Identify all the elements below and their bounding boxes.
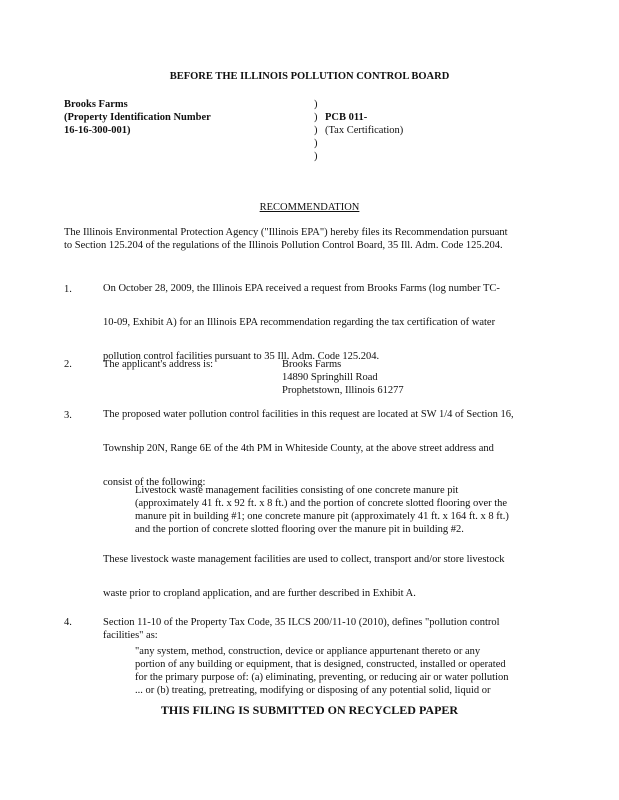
intro-line-1: The Illinois Environmental Protection Agency ("Illinois EPA") hereby files its Recommendation pursuant <box>64 227 508 238</box>
address-line-1: Brooks Farms <box>282 359 342 370</box>
item-3-quote-line-3: manure pit in building #1; one concrete manure pit (approximately 41 ft. x 164 ft. x 8 ft.) <box>135 511 509 522</box>
caption-paren-4: ) <box>314 138 318 149</box>
item-4-quote-line-4: ... or (b) treating, pretreating, modifying or disposing of any potential solid, liquid or <box>135 685 491 696</box>
caption-parens <box>314 98 318 163</box>
item-4-quote <box>135 645 509 697</box>
item-3-quote <box>135 484 509 536</box>
address-line-2: 14890 Springhill Road <box>282 372 378 383</box>
item-4-line-1: Section 11-10 of the Property Tax Code, 35 ILCS 200/11-10 (2010), defines "pollution control <box>103 617 500 628</box>
item-3-quote-line-2: (approximately 41 ft. x 92 ft. x 8 ft.) and the portion of concrete slotted flooring over the <box>135 498 508 509</box>
caption-paren-5: ) <box>314 151 318 162</box>
item-1-line-2: 10-09, Exhibit A) for an Illinois EPA recommendation regarding the tax certification of water <box>103 317 496 328</box>
caption-left-line-1: Brooks Farms <box>64 99 128 110</box>
item-3-line-1: The proposed water pollution control facilities in this request are located at SW 1/4 of Section 16, <box>103 409 514 420</box>
item-2-label: The applicant's address is: <box>103 359 214 370</box>
item-3-after <box>103 543 505 611</box>
item-3-number: 3. <box>64 410 72 421</box>
item-4-text <box>103 616 500 642</box>
caption-docket: PCB 011- <box>325 112 368 123</box>
caption-left-line-2: (Property Identification Number <box>64 112 211 123</box>
item-3-quote-line-1: Livestock waste management facilities consisting of one concrete manure pit <box>135 485 459 496</box>
item-1-line-3: pollution control facilities pursuant to 35 Ill. Adm. Code 125.204. <box>103 351 380 362</box>
caption-left-line-3: 16-16-300-001) <box>64 125 131 136</box>
item-3-quote-line-4: and the portion of concrete slotted flooring over the manure pit in building #2. <box>135 524 464 535</box>
recycled-paper-notice: THIS FILING IS SUBMITTED ON RECYCLED PAPER <box>160 703 459 717</box>
item-4-line-2: facilities" as: <box>103 630 158 641</box>
item-2-address <box>282 358 404 397</box>
item-4-quote-line-3: for the primary purpose of: (a) eliminating, preventing, or reducing air or water pollution <box>135 672 509 683</box>
caption-type: (Tax Certification) <box>325 125 404 136</box>
item-1-line-1: On October 28, 2009, the Illinois EPA received a request from Brooks Farms (log number TC- <box>103 283 500 294</box>
item-3-line-3: consist of the following: <box>103 477 206 488</box>
item-3-after-line-2: waste prior to cropland application, and are further described in Exhibit A. <box>103 588 416 599</box>
item-2-number: 2. <box>64 359 72 370</box>
recommendation-heading: RECOMMENDATION <box>259 202 360 213</box>
caption-paren-3: ) <box>314 125 318 136</box>
intro-paragraph <box>64 226 508 252</box>
caption-left <box>64 98 211 137</box>
item-3-after-line-1: These livestock waste management facilities are used to collect, transport and/or store livestock <box>103 554 505 565</box>
board-title: BEFORE THE ILLINOIS POLLUTION CONTROL BOARD <box>169 71 450 82</box>
item-4-quote-line-1: "any system, method, construction, device or appliance appurtenant thereto or any <box>135 646 481 657</box>
item-4-number: 4. <box>64 617 72 628</box>
item-3-line-2: Township 20N, Range 6E of the 4th PM in Whiteside County, at the above street address and <box>103 443 494 454</box>
address-line-3: Prophetstown, Illinois 61277 <box>282 385 404 396</box>
caption-paren-1: ) <box>314 99 318 110</box>
intro-line-2: to Section 125.204 of the regulations of the Illinois Pollution Control Board, 35 Ill. Adm. Code 125.204. <box>64 240 503 251</box>
caption-paren-2: ) <box>314 112 318 123</box>
item-1-number: 1. <box>64 284 72 295</box>
item-4-quote-line-2: portion of any building or equipment, that is designed, constructed, installed or operated <box>135 659 506 670</box>
caption-right <box>325 111 403 137</box>
